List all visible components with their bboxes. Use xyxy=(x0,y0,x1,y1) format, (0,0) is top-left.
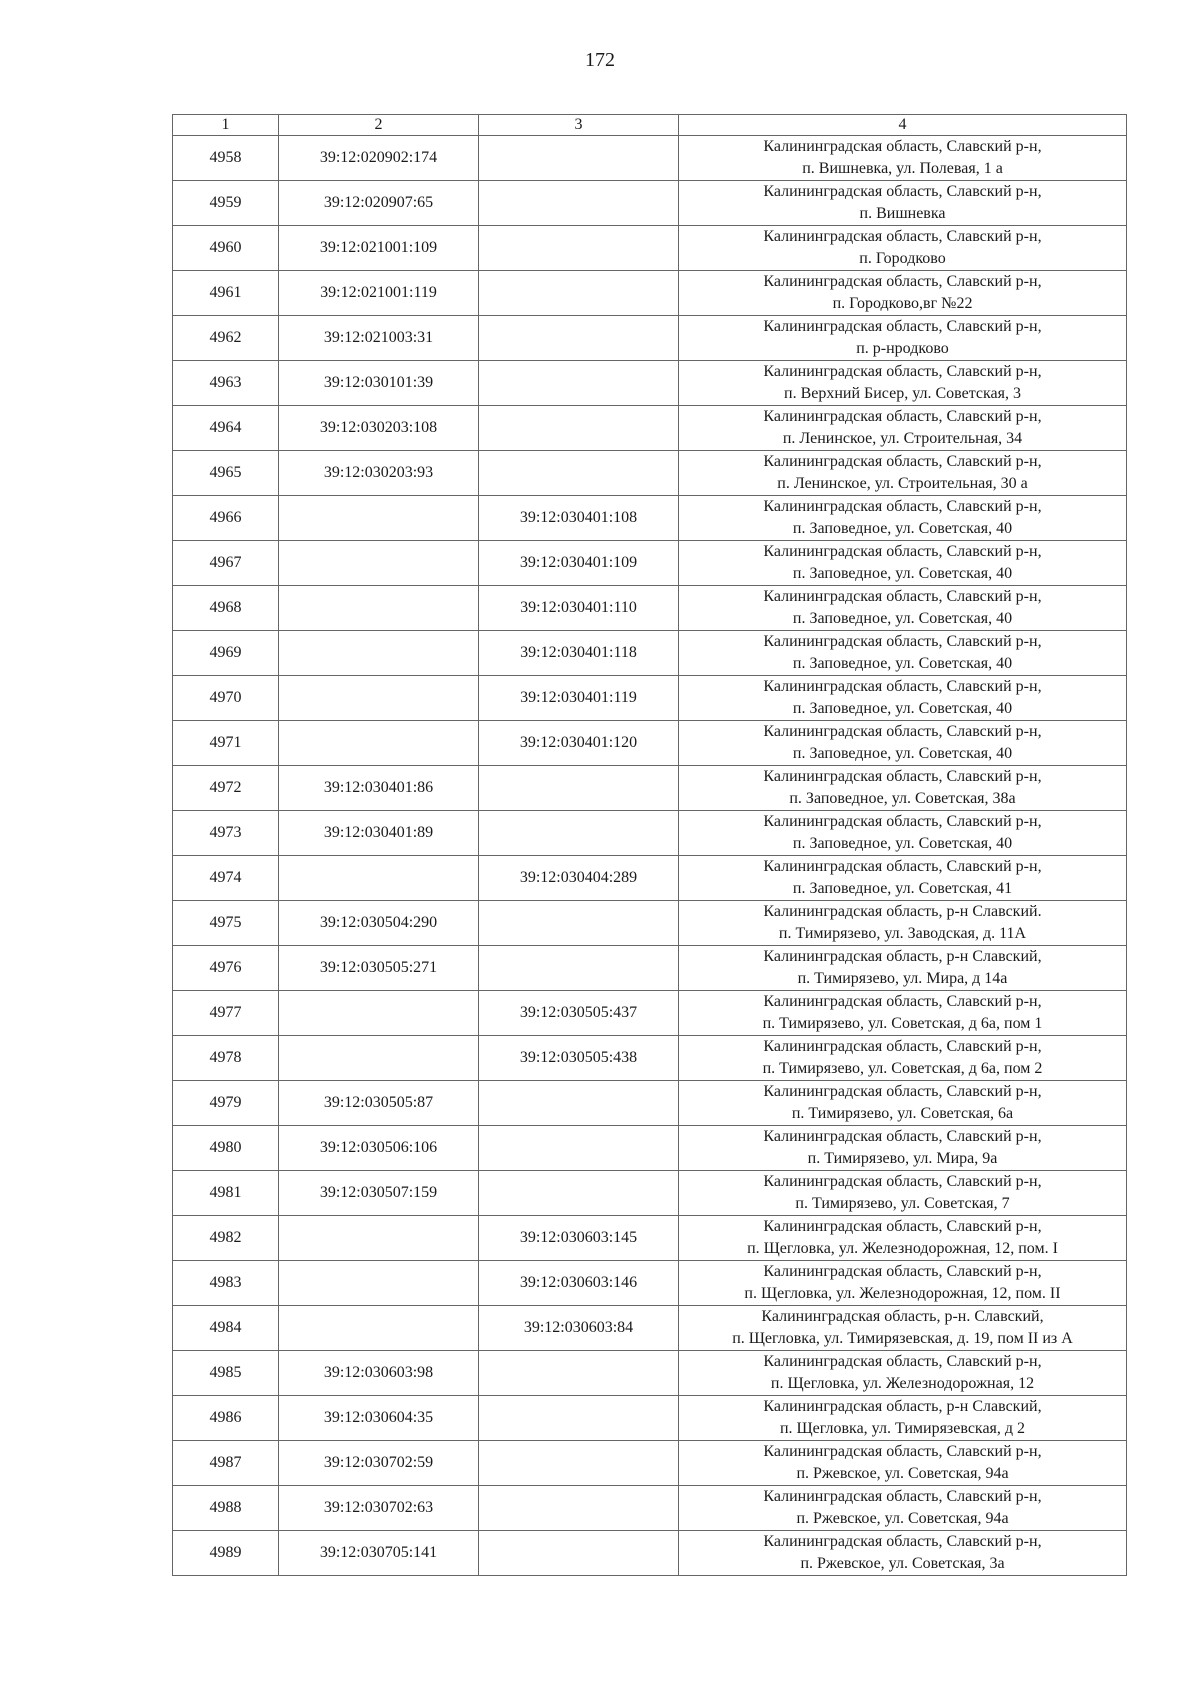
cadastral-number-col3: 39:12:030401:110 xyxy=(479,586,679,631)
address-cell xyxy=(679,181,1127,226)
address-cell xyxy=(679,586,1127,631)
table-row xyxy=(173,451,1127,496)
address-line-1: Калининградская область, Славский р-н, xyxy=(763,1083,1042,1100)
cadastral-number-col3 xyxy=(479,1171,679,1216)
cadastral-number-col2: 39:12:030702:59 xyxy=(279,1441,479,1486)
cadastral-number-col2: 39:12:030506:106 xyxy=(279,1126,479,1171)
table-row xyxy=(173,496,1127,541)
address-line-1: Калининградская область, Славский р-н, xyxy=(763,138,1042,155)
table-row xyxy=(173,586,1127,631)
address-cell xyxy=(679,451,1127,496)
cadastral-number-col3 xyxy=(479,946,679,991)
page-number: 172 xyxy=(585,49,615,71)
cadastral-number-col2 xyxy=(279,631,479,676)
table-row xyxy=(173,766,1127,811)
cadastral-number-col2: 39:12:021001:109 xyxy=(279,226,479,271)
cadastral-number-col3 xyxy=(479,271,679,316)
row-number-cell: 4959 xyxy=(173,181,279,226)
row-number-cell: 4961 xyxy=(173,271,279,316)
address-line-2: п. Ржевское, ул. Советская, 3а xyxy=(800,1555,1005,1572)
row-number-cell: 4981 xyxy=(173,1171,279,1216)
address-line-2: п. Щегловка, ул. Тимирязевская, д. 19, пом II из А xyxy=(732,1330,1073,1347)
address-line-1: Калининградская область, Славский р-н, xyxy=(763,858,1042,875)
address-line-2: п. Городково xyxy=(859,250,946,267)
row-number-cell: 4984 xyxy=(173,1306,279,1351)
row-number-cell: 4966 xyxy=(173,496,279,541)
row-number-cell: 4969 xyxy=(173,631,279,676)
address-cell xyxy=(679,316,1127,361)
address-line-2: п. Тимирязево, ул. Мира, д 14а xyxy=(797,970,1008,987)
address-cell xyxy=(679,811,1127,856)
address-line-2: п. Щегловка, ул. Железнодорожная, 12, пом. II xyxy=(744,1285,1061,1302)
header-row xyxy=(173,115,1127,136)
address-line-1: Калининградская область, р-н. Славский, xyxy=(761,1308,1044,1325)
address-line-2: п. Щегловка, ул. Тимирязевская, д 2 xyxy=(779,1420,1026,1437)
address-line-2: п. р-нродково xyxy=(856,340,949,357)
cadastral-number-col3 xyxy=(479,1441,679,1486)
column-header-1: 1 xyxy=(173,115,279,136)
table-row xyxy=(173,1351,1127,1396)
cadastral-number-col2: 39:12:030505:87 xyxy=(279,1081,479,1126)
column-header-3: 3 xyxy=(479,115,679,136)
table-row xyxy=(173,1531,1127,1576)
table-row xyxy=(173,1216,1127,1261)
cadastral-number-col3 xyxy=(479,811,679,856)
cadastral-number-col3 xyxy=(479,181,679,226)
row-number-cell: 4976 xyxy=(173,946,279,991)
row-number-cell: 4968 xyxy=(173,586,279,631)
table-row xyxy=(173,631,1127,676)
cadastral-number-col3 xyxy=(479,1081,679,1126)
address-cell xyxy=(679,721,1127,766)
table-row xyxy=(173,406,1127,451)
cadastral-number-col2: 39:12:030705:141 xyxy=(279,1531,479,1576)
cadastral-number-col3: 39:12:030401:109 xyxy=(479,541,679,586)
address-line-2: п. Верхний Бисер, ул. Советская, 3 xyxy=(784,385,1021,402)
cadastral-number-col2: 39:12:021001:119 xyxy=(279,271,479,316)
address-line-2: п. Тимирязево, ул. Советская, д 6а, пом 2 xyxy=(762,1060,1043,1077)
table-body xyxy=(173,136,1127,1576)
table-row xyxy=(173,1126,1127,1171)
cadastral-number-col3 xyxy=(479,316,679,361)
address-line-2: п. Заповедное, ул. Советская, 40 xyxy=(792,655,1013,672)
row-number-cell: 4985 xyxy=(173,1351,279,1396)
address-cell xyxy=(679,1036,1127,1081)
address-cell xyxy=(679,1261,1127,1306)
table-row xyxy=(173,181,1127,226)
address-cell xyxy=(679,901,1127,946)
table-row xyxy=(173,226,1127,271)
row-number-cell: 4972 xyxy=(173,766,279,811)
address-line-1: Калининградская область, Славский р-н, xyxy=(763,453,1042,470)
cadastral-number-col3: 39:12:030401:119 xyxy=(479,676,679,721)
table-row xyxy=(173,1396,1127,1441)
row-number-cell: 4983 xyxy=(173,1261,279,1306)
row-number-cell: 4974 xyxy=(173,856,279,901)
address-line-1: Калининградская область, Славский р-н, xyxy=(763,1218,1042,1235)
row-number-cell: 4960 xyxy=(173,226,279,271)
cadastral-number-col3: 39:12:030401:120 xyxy=(479,721,679,766)
table-row xyxy=(173,136,1127,181)
cadastral-number-col2 xyxy=(279,586,479,631)
cadastral-number-col3 xyxy=(479,1531,679,1576)
row-number-cell: 4978 xyxy=(173,1036,279,1081)
table-row xyxy=(173,721,1127,766)
row-number-cell: 4982 xyxy=(173,1216,279,1261)
cadastral-number-col2: 39:12:020902:174 xyxy=(279,136,479,181)
address-line-1: Калининградская область, р-н Славский. xyxy=(763,903,1042,920)
table-row xyxy=(173,1486,1127,1531)
table-row xyxy=(173,1081,1127,1126)
address-line-1: Калининградская область, Славский р-н, xyxy=(763,1128,1042,1145)
row-number-cell: 4986 xyxy=(173,1396,279,1441)
address-cell xyxy=(679,406,1127,451)
address-line-1: Калининградская область, Славский р-н, xyxy=(763,498,1042,515)
table-row xyxy=(173,1171,1127,1216)
table-row xyxy=(173,271,1127,316)
cadastral-number-col2 xyxy=(279,856,479,901)
cadastral-number-col3 xyxy=(479,1351,679,1396)
address-cell xyxy=(679,946,1127,991)
table-row xyxy=(173,991,1127,1036)
row-number-cell: 4977 xyxy=(173,991,279,1036)
cadastral-number-col3 xyxy=(479,361,679,406)
address-line-2: п. Заповедное, ул. Советская, 41 xyxy=(792,880,1013,897)
cadastral-number-col2: 39:12:030203:93 xyxy=(279,451,479,496)
address-line-1: Калининградская область, Славский р-н, xyxy=(763,588,1042,605)
cadastral-number-col2: 39:12:030504:290 xyxy=(279,901,479,946)
cadastral-number-col3: 39:12:030603:146 xyxy=(479,1261,679,1306)
address-line-1: Калининградская область, Славский р-н, xyxy=(763,183,1042,200)
cadastral-number-col2 xyxy=(279,991,479,1036)
address-cell xyxy=(679,1216,1127,1261)
cadastral-number-col3 xyxy=(479,226,679,271)
cadastral-number-col3: 39:12:030603:84 xyxy=(479,1306,679,1351)
cadastral-number-col2 xyxy=(279,496,479,541)
cadastral-number-col3 xyxy=(479,406,679,451)
row-number-cell: 4962 xyxy=(173,316,279,361)
address-line-1: Калининградская область, Славский р-н, xyxy=(763,273,1042,290)
cadastral-number-col2 xyxy=(279,1306,479,1351)
table-row xyxy=(173,811,1127,856)
cadastral-number-col2 xyxy=(279,1216,479,1261)
address-line-2: п. Городково,вг №22 xyxy=(832,295,973,312)
address-line-2: п. Щегловка, ул. Железнодорожная, 12 xyxy=(770,1375,1035,1392)
cadastral-number-col3 xyxy=(479,901,679,946)
address-line-2: п. Ленинское, ул. Строительная, 30 а xyxy=(777,475,1028,492)
cadastral-number-col2 xyxy=(279,721,479,766)
cadastral-number-col3: 39:12:030603:145 xyxy=(479,1216,679,1261)
address-line-1: Калининградская область, Славский р-н, xyxy=(763,678,1042,695)
address-cell xyxy=(679,991,1127,1036)
table-row xyxy=(173,361,1127,406)
row-number-cell: 4987 xyxy=(173,1441,279,1486)
address-cell xyxy=(679,1441,1127,1486)
table-row xyxy=(173,1441,1127,1486)
cadastral-number-col2: 39:12:030203:108 xyxy=(279,406,479,451)
cadastral-number-col2: 39:12:030507:159 xyxy=(279,1171,479,1216)
address-line-1: Калининградская область, Славский р-н, xyxy=(763,1443,1042,1460)
address-cell xyxy=(679,1081,1127,1126)
row-number-cell: 4973 xyxy=(173,811,279,856)
address-line-2: п. Тимирязево, ул. Мира, 9а xyxy=(807,1150,998,1167)
cadastral-number-col2: 39:12:020907:65 xyxy=(279,181,479,226)
cadastral-number-col2: 39:12:030702:63 xyxy=(279,1486,479,1531)
address-line-2: п. Ржевское, ул. Советская, 94а xyxy=(796,1465,1009,1482)
address-line-1: Калининградская область, Славский р-н, xyxy=(763,228,1042,245)
cadastral-number-col2: 39:12:021003:31 xyxy=(279,316,479,361)
cadastral-number-col2: 39:12:030604:35 xyxy=(279,1396,479,1441)
cadastral-number-col2: 39:12:030401:89 xyxy=(279,811,479,856)
column-header-4: 4 xyxy=(679,115,1127,136)
address-line-1: Калининградская область, р-н Славский, xyxy=(763,948,1042,965)
address-line-1: Калининградская область, Славский р-н, xyxy=(763,1353,1042,1370)
address-line-1: Калининградская область, Славский р-н, xyxy=(763,633,1042,650)
cadastral-number-col3: 39:12:030404:289 xyxy=(479,856,679,901)
table-row xyxy=(173,901,1127,946)
address-line-1: Калининградская область, Славский р-н, xyxy=(763,363,1042,380)
row-number-cell: 4989 xyxy=(173,1531,279,1576)
table-row xyxy=(173,676,1127,721)
table-row xyxy=(173,856,1127,901)
address-line-2: п. Заповедное, ул. Советская, 40 xyxy=(792,565,1013,582)
address-line-2: п. Заповедное, ул. Советская, 40 xyxy=(792,835,1013,852)
address-cell xyxy=(679,361,1127,406)
cadastral-number-col3 xyxy=(479,451,679,496)
address-cell xyxy=(679,1396,1127,1441)
address-line-1: Калининградская область, Славский р-н, xyxy=(763,1263,1042,1280)
row-number-cell: 4967 xyxy=(173,541,279,586)
cadastral-number-col2 xyxy=(279,1261,479,1306)
row-number-cell: 4988 xyxy=(173,1486,279,1531)
address-line-1: Калининградская область, Славский р-н, xyxy=(763,408,1042,425)
address-line-2: п. Вишневка xyxy=(859,205,946,222)
address-line-2: п. Тимирязево, ул. Советская, д 6а, пом 1 xyxy=(762,1015,1043,1032)
address-line-2: п. Тимирязево, ул. Заводская, д. 11А xyxy=(778,925,1027,942)
row-number-cell: 4980 xyxy=(173,1126,279,1171)
cadastral-number-col3 xyxy=(479,766,679,811)
cadastral-number-col3 xyxy=(479,1126,679,1171)
cadastral-number-col3 xyxy=(479,136,679,181)
address-line-2: п. Заповедное, ул. Советская, 38а xyxy=(789,790,1016,807)
cadastral-number-col3: 39:12:030505:438 xyxy=(479,1036,679,1081)
row-number-cell: 4964 xyxy=(173,406,279,451)
address-cell xyxy=(679,1351,1127,1396)
address-cell xyxy=(679,856,1127,901)
address-cell xyxy=(679,1531,1127,1576)
address-line-2: п. Заповедное, ул. Советская, 40 xyxy=(792,745,1013,762)
address-line-1: Калининградская область, Славский р-н, xyxy=(763,723,1042,740)
address-line-1: Калининградская область, Славский р-н, xyxy=(763,1533,1042,1550)
cadastral-number-col2: 39:12:030603:98 xyxy=(279,1351,479,1396)
table-header xyxy=(173,115,1127,136)
address-cell xyxy=(679,136,1127,181)
address-line-1: Калининградская область, Славский р-н, xyxy=(763,1038,1042,1055)
table-row xyxy=(173,316,1127,361)
row-number-cell: 4963 xyxy=(173,361,279,406)
address-line-1: Калининградская область, р-н Славский, xyxy=(763,1398,1042,1415)
table-row xyxy=(173,541,1127,586)
address-line-1: Калининградская область, Славский р-н, xyxy=(763,768,1042,785)
column-header-2: 2 xyxy=(279,115,479,136)
cadastral-number-col2: 39:12:030101:39 xyxy=(279,361,479,406)
cadastral-number-col3: 39:12:030401:108 xyxy=(479,496,679,541)
row-number-cell: 4965 xyxy=(173,451,279,496)
row-number-cell: 4958 xyxy=(173,136,279,181)
cadastral-number-col2: 39:12:030401:86 xyxy=(279,766,479,811)
row-number-cell: 4970 xyxy=(173,676,279,721)
table-row xyxy=(173,946,1127,991)
address-line-2: п. Ленинское, ул. Строительная, 34 xyxy=(782,430,1023,447)
address-line-2: п. Заповедное, ул. Советская, 40 xyxy=(792,700,1013,717)
cadastral-number-col3: 39:12:030401:118 xyxy=(479,631,679,676)
address-line-2: п. Ржевское, ул. Советская, 94а xyxy=(796,1510,1009,1527)
cadastral-number-col3: 39:12:030505:437 xyxy=(479,991,679,1036)
registry-table xyxy=(172,114,1127,1576)
cadastral-number-col3 xyxy=(479,1396,679,1441)
cadastral-number-col2: 39:12:030505:271 xyxy=(279,946,479,991)
row-number-cell: 4971 xyxy=(173,721,279,766)
cadastral-number-col2 xyxy=(279,541,479,586)
address-cell xyxy=(679,226,1127,271)
address-cell xyxy=(679,1306,1127,1351)
cadastral-number-col3 xyxy=(479,1486,679,1531)
address-line-2: п. Вишневка, ул. Полевая, 1 а xyxy=(802,160,1003,177)
address-line-2: п. Тимирязево, ул. Советская, 7 xyxy=(795,1195,1010,1212)
address-line-1: Калининградская область, Славский р-н, xyxy=(763,813,1042,830)
address-cell xyxy=(679,541,1127,586)
address-cell xyxy=(679,1126,1127,1171)
cadastral-number-col2 xyxy=(279,676,479,721)
address-line-1: Калининградская область, Славский р-н, xyxy=(763,993,1042,1010)
address-line-2: п. Щегловка, ул. Железнодорожная, 12, пом. I xyxy=(747,1240,1058,1257)
table-row xyxy=(173,1306,1127,1351)
row-number-cell: 4975 xyxy=(173,901,279,946)
address-line-2: п. Заповедное, ул. Советская, 40 xyxy=(792,520,1013,537)
address-cell xyxy=(679,631,1127,676)
address-cell xyxy=(679,676,1127,721)
row-number-cell: 4979 xyxy=(173,1081,279,1126)
address-cell xyxy=(679,1171,1127,1216)
address-line-1: Калининградская область, Славский р-н, xyxy=(763,1488,1042,1505)
table-row xyxy=(173,1261,1127,1306)
address-line-1: Калининградская область, Славский р-н, xyxy=(763,1173,1042,1190)
address-line-1: Калининградская область, Славский р-н, xyxy=(763,318,1042,335)
address-cell xyxy=(679,1486,1127,1531)
address-cell xyxy=(679,496,1127,541)
address-line-2: п. Тимирязево, ул. Советская, 6а xyxy=(791,1105,1014,1122)
cadastral-number-col2 xyxy=(279,1036,479,1081)
address-line-2: п. Заповедное, ул. Советская, 40 xyxy=(792,610,1013,627)
address-cell xyxy=(679,271,1127,316)
address-cell xyxy=(679,766,1127,811)
table-row xyxy=(173,1036,1127,1081)
address-line-1: Калининградская область, Славский р-н, xyxy=(763,543,1042,560)
